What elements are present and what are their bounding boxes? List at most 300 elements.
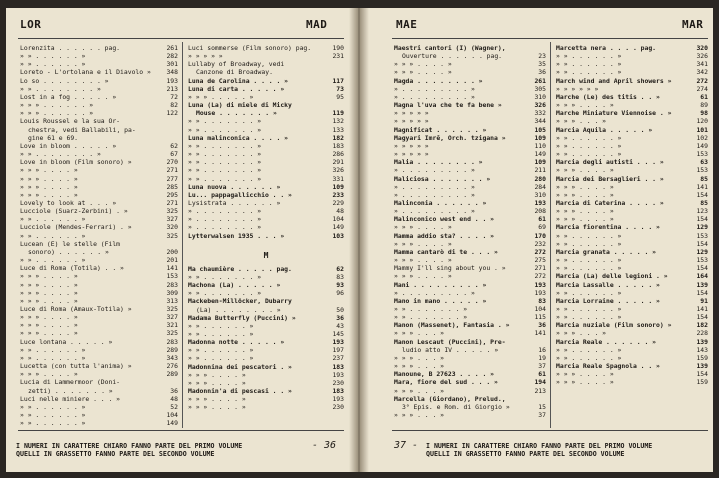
entry-title: » » . . . . . . »	[556, 345, 622, 354]
index-entry	[188, 363, 344, 371]
entry-title: Manon Lescaut (Puccini), Pre-	[394, 337, 506, 346]
entry-title: » » . . . . . . »	[20, 419, 86, 428]
entry-title: Luna (La) di miele di Micky	[188, 101, 292, 110]
index-entry	[188, 68, 344, 76]
index-entry	[394, 85, 546, 93]
entry-page: 272	[534, 272, 546, 281]
entry-page	[324, 101, 344, 109]
entry-title: Lo so . . . . . . . . »	[20, 76, 109, 85]
index-entry	[188, 150, 344, 158]
index-entry	[188, 199, 344, 207]
entry-page: 232	[534, 239, 546, 248]
entry-page: 282	[166, 52, 178, 61]
entry-page: 105	[534, 125, 546, 134]
entry-page: 183	[332, 141, 344, 150]
entry-title: » » . . . . . . »	[20, 60, 86, 69]
entry-title: » » . . . . . . »	[20, 345, 86, 354]
entry-page: 193	[332, 338, 344, 347]
entry-page: 153	[166, 272, 178, 281]
entry-title: » » » . . . »	[394, 329, 445, 338]
entry-title: Manoune, B 27623 . . . . »	[394, 370, 495, 379]
entry-title: » . . . . . . . . . »	[394, 207, 475, 216]
index-entry	[188, 289, 344, 297]
entry-page: 153	[696, 231, 708, 240]
entry-page: 344	[534, 117, 546, 126]
entry-page: 16	[538, 345, 546, 354]
entry-title: » » » . . . . »	[20, 296, 78, 305]
index-entry	[556, 362, 708, 370]
index-entry	[394, 134, 546, 142]
entry-title: » . . . . . . . . »	[188, 215, 262, 224]
index-entry	[556, 289, 708, 297]
entry-page: 261	[534, 76, 546, 85]
entry-title: Lucean (E) le stelle (Film	[20, 239, 121, 248]
entry-page: 62	[336, 264, 344, 273]
index-entry	[394, 44, 546, 52]
entry-title: Canzone di Broadway.	[196, 68, 273, 77]
entry-page: 183	[332, 362, 344, 371]
entry-title: » » . . . . . . »	[20, 215, 86, 224]
entry-page: 141	[166, 264, 178, 273]
entry-title: » » » . . . . . . »	[20, 101, 94, 110]
entry-title: » » . . . . . . »	[556, 68, 622, 77]
entry-title: Marche (Le) des titis . . »	[556, 92, 660, 101]
index-entry	[556, 321, 708, 329]
index-entry	[188, 379, 344, 387]
entry-page: 283	[166, 280, 178, 289]
entry-title: » » . . . . . . »	[556, 264, 622, 273]
entry-title: » » . . . . . . »	[188, 321, 254, 330]
entry-page: 193	[534, 288, 546, 297]
entry-page: 83	[336, 272, 344, 281]
entry-title: » » » . . . . »	[20, 329, 78, 338]
entry-page: 83	[538, 296, 546, 305]
left-column-1	[20, 44, 178, 427]
entry-page: 61	[538, 370, 546, 379]
index-entry	[20, 248, 178, 256]
entry-page: 85	[700, 198, 708, 207]
entry-title: » » » . . . . »	[20, 272, 78, 281]
index-entry	[20, 329, 178, 337]
index-entry	[20, 68, 178, 76]
entry-page: 129	[696, 223, 708, 232]
entry-title: Marcia Reale . . . . . . »	[556, 337, 657, 346]
left-page-number: - 36	[312, 440, 337, 451]
index-entry	[556, 264, 708, 272]
entry-title: Madonnin'a di pescasi . . »	[188, 387, 292, 396]
entry-page: 117	[332, 76, 344, 85]
index-entry	[188, 44, 344, 52]
index-entry	[556, 142, 708, 150]
entry-title: Malia . . . . . . . . »	[394, 158, 483, 167]
entry-title: » » » » »	[394, 109, 429, 118]
entry-page: 69	[538, 223, 546, 232]
entry-title: Maestri cantori (I) (Wagner),	[394, 44, 506, 52]
index-entry	[188, 52, 344, 60]
index-entry	[394, 207, 546, 215]
entry-page: 183	[332, 387, 344, 396]
entry-page: 326	[534, 101, 546, 110]
entry-title: » » . . . . . . »	[556, 150, 622, 159]
index-entry	[556, 199, 708, 207]
entry-page: 153	[696, 256, 708, 265]
entry-title: March wind and April showers »	[556, 76, 672, 85]
entry-page: 230	[332, 378, 344, 387]
index-entry	[556, 109, 708, 117]
index-entry	[556, 60, 708, 68]
index-entry	[556, 215, 708, 223]
index-entry	[20, 419, 178, 427]
entry-title: » » » . . . »	[394, 386, 445, 395]
entry-title: » » » . . . . »	[394, 239, 452, 248]
entry-page: 213	[534, 386, 546, 395]
index-entry	[394, 370, 546, 378]
entry-title: » » » . . . . »	[188, 403, 246, 412]
index-entry	[188, 142, 344, 150]
entry-page: 133	[332, 125, 344, 134]
entry-page: 283	[166, 337, 178, 346]
index-entry	[188, 223, 344, 231]
entry-title: » » » . . . . »	[20, 321, 78, 330]
index-entry	[20, 272, 178, 280]
index-entry	[394, 223, 546, 231]
entry-title: » » » . . . . . »	[188, 92, 254, 101]
index-entry	[394, 158, 546, 166]
entry-page: 276	[166, 362, 178, 371]
entry-title: Marcia Reale Spagnola . . »	[556, 362, 660, 371]
entry-page: 93	[336, 281, 344, 290]
index-entry	[394, 150, 546, 158]
entry-page: 211	[534, 166, 546, 175]
entry-page: 139	[696, 337, 708, 346]
index-entry	[556, 175, 708, 183]
index-entry	[20, 134, 178, 142]
entry-title: » » » . . . »	[394, 353, 445, 362]
entry-page: 102	[696, 133, 708, 142]
index-entry	[394, 329, 546, 337]
index-entry	[188, 387, 344, 395]
entry-page	[158, 117, 178, 125]
entry-title: » » . . . . . . »	[20, 411, 86, 420]
entry-page: 132	[332, 117, 344, 126]
entry-page: 52	[170, 402, 178, 411]
index-entry	[20, 378, 178, 386]
entry-title: Malinconia . . . . . . »	[394, 198, 487, 207]
entry-title: gine 61 e 69.	[28, 133, 79, 142]
index-entry	[394, 305, 546, 313]
entry-title: Mackeben-Millöcker, Dubarry	[188, 297, 292, 306]
index-entry	[394, 166, 546, 174]
entry-page: 285	[166, 182, 178, 191]
entry-page: 313	[166, 296, 178, 305]
entry-title: » » . . . . . . »	[20, 402, 86, 411]
entry-page: 233	[332, 190, 344, 199]
entry-page: 36	[170, 386, 178, 395]
entry-page: 229	[332, 198, 344, 207]
entry-title: » » » . . . . »	[556, 182, 614, 191]
entry-title: (La) . . . . . . . . »	[196, 305, 281, 314]
index-entry	[556, 354, 708, 362]
index-entry	[188, 346, 344, 354]
entry-page: 119	[332, 109, 344, 118]
index-entry	[556, 150, 708, 158]
entry-title: Lovely to look at . . . »	[20, 198, 117, 207]
entry-page: 301	[166, 60, 178, 69]
entry-page: 139	[696, 362, 708, 371]
entry-title: chestra, vedi Ballabili, pa-	[28, 125, 136, 134]
entry-page: 154	[696, 313, 708, 322]
index-entry	[394, 109, 546, 117]
entry-title: Marcia degli autisti . . . »	[556, 158, 664, 167]
entry-title: » » » . . . . »	[394, 223, 452, 232]
entry-page: 139	[696, 280, 708, 289]
index-entry	[20, 223, 178, 231]
index-entry	[20, 126, 178, 134]
left-header-rule	[18, 38, 344, 39]
index-entry	[188, 297, 344, 305]
entry-title: » » . . . . . . »	[556, 133, 622, 142]
index-entry	[20, 85, 178, 93]
entry-title: Marcia dei Bersaglieri . . »	[556, 174, 664, 183]
entry-page: 110	[534, 141, 546, 150]
index-entry	[20, 191, 178, 199]
entry-title: Luna de Carolina . . . . »	[188, 76, 289, 85]
entry-page: 295	[166, 190, 178, 199]
entry-page: 149	[696, 141, 708, 150]
entry-page: 325	[166, 305, 178, 313]
entry-title: Lysistrata . . . . . . »	[188, 198, 281, 207]
section-letter-m: M	[263, 250, 269, 260]
left-footer-line-2: QUELLI IN GRASSETTO FANNO PARTE DEL SECONDO VOLUME	[16, 450, 215, 458]
index-entry	[556, 313, 708, 321]
index-entry	[20, 256, 178, 264]
entry-page: 36	[336, 313, 344, 322]
entry-title: Lucciole (Suarz-Zerbini) . »	[20, 207, 128, 216]
entry-title: Marcia Lorraine . . . . . »	[556, 296, 660, 305]
entry-title: Malinconico west end . . »	[394, 215, 495, 224]
index-entry	[394, 215, 546, 223]
entry-page: 275	[534, 256, 546, 265]
entry-title: Love in bloom . . . . . »	[20, 141, 117, 150]
entry-title: Luna nuova . . . . . . »	[188, 182, 281, 191]
entry-page: 332	[534, 109, 546, 118]
entry-title: » » » . . . . »	[394, 60, 452, 69]
index-entry	[188, 371, 344, 379]
left-column-divider	[182, 42, 183, 428]
index-entry	[394, 175, 546, 183]
entry-page: 194	[534, 378, 546, 387]
index-entry	[188, 338, 344, 346]
entry-page	[324, 68, 344, 76]
index-entry	[20, 281, 178, 289]
index-entry	[556, 77, 708, 85]
entry-title: » » » . . . »	[556, 117, 607, 126]
entry-page: 115	[534, 313, 546, 322]
entry-title: sonoro) . . . . . . »	[28, 247, 109, 256]
index-entry	[20, 183, 178, 191]
entry-title: Manon (Massenet), Fantasia . »	[394, 321, 510, 330]
entry-page: 193	[534, 280, 546, 289]
entry-page	[324, 60, 344, 68]
index-entry	[556, 281, 708, 289]
entry-title: » » . . . . . . »	[556, 256, 622, 265]
entry-page: 200	[166, 247, 178, 256]
index-entry	[188, 101, 344, 109]
entry-page: 342	[696, 68, 708, 77]
entry-page: 193	[534, 198, 546, 207]
entry-title: Marcia nuziale (Film sonoro) »	[556, 321, 672, 330]
index-entry	[188, 158, 344, 166]
entry-page: 89	[700, 101, 708, 110]
entry-page: 103	[332, 231, 344, 240]
index-entry	[188, 183, 344, 191]
entry-title: » » . . . . . . . »	[188, 158, 262, 167]
entry-title: » » » » »	[394, 150, 429, 159]
index-entry	[394, 52, 546, 60]
index-entry	[188, 265, 344, 273]
entry-page: 170	[534, 231, 546, 240]
index-entry	[394, 362, 546, 370]
index-entry	[394, 60, 546, 68]
entry-page: 277	[166, 174, 178, 183]
index-entry	[188, 175, 344, 183]
entry-title: » » » . . . . »	[20, 280, 78, 289]
right-column-2	[556, 44, 708, 387]
left-footer	[16, 442, 242, 458]
entry-title: » » . . . . . . »	[20, 256, 86, 265]
index-entry	[556, 158, 708, 166]
entry-title: Lost in a fog . . . . . »	[20, 92, 117, 101]
entry-page: 48	[170, 394, 178, 403]
entry-title: » » . . . . . . . . »	[20, 84, 101, 93]
entry-page: 62	[170, 141, 178, 150]
entry-title: Mamma cantarò di te . . . »	[394, 247, 498, 256]
entry-title: Louis Roussel e la sua Or-	[20, 117, 121, 126]
index-entry	[20, 109, 178, 117]
entry-page: 230	[332, 403, 344, 412]
entry-title: Ma chaumière . . . . . pag.	[188, 264, 292, 273]
entry-page: 327	[166, 215, 178, 224]
index-entry	[556, 93, 708, 101]
entry-title: » » . . . . . . »	[556, 239, 622, 248]
entry-page	[158, 134, 178, 142]
entry-title: » » . . . . . . »	[556, 305, 622, 313]
index-entry	[188, 77, 344, 85]
entry-page: 154	[696, 264, 708, 273]
entry-title: Madama Butterfly (Puccini) »	[188, 313, 296, 322]
index-entry	[20, 411, 178, 419]
index-entry	[394, 68, 546, 76]
entry-title: » » » » » »	[556, 84, 599, 93]
entry-page: 154	[696, 190, 708, 199]
index-entry	[394, 378, 546, 386]
entry-page: 213	[166, 84, 178, 93]
entry-title: Magna l'uva che te fa bene »	[394, 101, 502, 110]
entry-title: » » » . . . . »	[20, 288, 78, 297]
right-footer	[426, 442, 652, 458]
right-footer-line-2: QUELLI IN GRASSETTO FANNO PARTE DEL SECONDO VOLUME	[426, 450, 625, 458]
entry-title: » » » . . . . . . »	[20, 109, 94, 118]
index-entry	[556, 126, 708, 134]
entry-title: » » . . . . . . . »	[188, 125, 262, 134]
entry-title: Madonna notte . . . . . »	[188, 338, 285, 347]
index-entry	[188, 134, 344, 142]
entry-page: 320	[166, 223, 178, 232]
entry-page: 201	[166, 256, 178, 265]
entry-page: 149	[166, 419, 178, 428]
index-entry	[556, 191, 708, 199]
index-entry	[556, 370, 708, 378]
entry-title: » » . . . . . . . »	[188, 272, 262, 281]
entry-page: 37	[538, 411, 546, 420]
entry-page: 129	[696, 247, 708, 256]
entry-title: Mouse . . . . . . . »	[196, 109, 277, 118]
entry-title: » » » . . . . »	[556, 190, 614, 199]
entry-page: 123	[696, 207, 708, 216]
entry-page: 120	[696, 117, 708, 126]
entry-title: » » » » »	[394, 117, 429, 126]
entry-page: 327	[166, 313, 178, 322]
entry-page: 193	[166, 76, 178, 85]
index-entry	[394, 281, 546, 289]
entry-title: » » » . . . . »	[556, 207, 614, 216]
entry-page: 109	[332, 182, 344, 191]
left-column-2	[188, 44, 344, 412]
entry-page: 149	[332, 223, 344, 232]
index-entry	[394, 93, 546, 101]
right-page-number: 37 -	[394, 440, 419, 451]
index-entry	[188, 330, 344, 338]
entry-page	[158, 378, 178, 386]
index-entry	[556, 68, 708, 76]
entry-page: 153	[696, 166, 708, 175]
entry-page: 141	[696, 305, 708, 313]
right-header-rule	[392, 38, 708, 39]
index-entry	[394, 346, 546, 354]
entry-page: 35	[538, 60, 546, 69]
index-entry	[20, 52, 178, 60]
index-entry	[20, 370, 178, 378]
index-entry	[20, 321, 178, 329]
entry-page: 193	[332, 395, 344, 404]
entry-page: 101	[696, 125, 708, 134]
index-entry	[556, 329, 708, 337]
entry-page: 109	[534, 133, 546, 142]
index-entry	[20, 346, 178, 354]
entry-page: 23	[538, 52, 546, 61]
entry-title: Madonnina dei pescatori . »	[188, 362, 292, 371]
entry-title: » . . . . . . . . . »	[394, 92, 475, 101]
entry-page: 154	[696, 370, 708, 379]
entry-title: » » » . . . . »	[188, 370, 246, 379]
entry-title: » » » . . . . »	[556, 370, 614, 379]
entry-page: 109	[534, 158, 546, 167]
index-entry	[556, 166, 708, 174]
open-book	[6, 8, 713, 472]
index-entry	[188, 314, 344, 322]
entry-page: 343	[166, 353, 178, 362]
index-entry	[20, 44, 178, 52]
index-entry	[188, 395, 344, 403]
entry-page: 326	[696, 52, 708, 61]
right-header-start: MAE	[396, 18, 418, 31]
entry-page: 284	[534, 182, 546, 191]
entry-page: 72	[170, 92, 178, 101]
entry-page: 325	[166, 329, 178, 338]
entry-title: » » » . . . . »	[20, 174, 78, 183]
entry-title: Luci sommerse (Film sonoro) pag.	[188, 44, 312, 52]
entry-page: 286	[332, 150, 344, 159]
